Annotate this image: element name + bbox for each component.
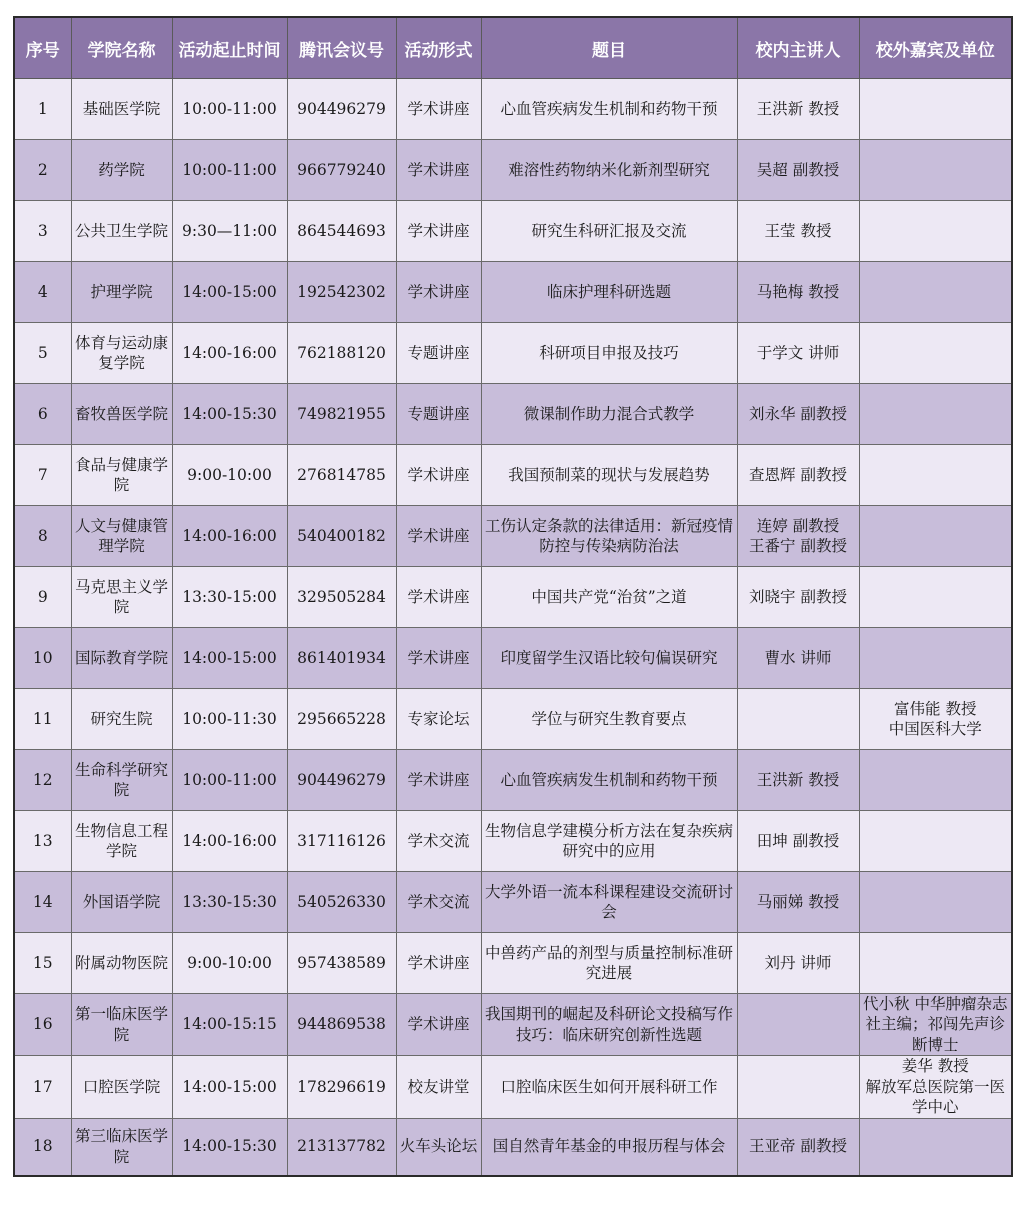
cell-guest — [859, 811, 1012, 872]
cell-index: 8 — [14, 506, 71, 567]
cell-college: 第一临床医学院 — [71, 994, 172, 1056]
cell-time: 14:00-15:30 — [172, 384, 287, 445]
cell-guest — [859, 628, 1012, 689]
cell-index: 7 — [14, 445, 71, 506]
cell-index: 14 — [14, 872, 71, 933]
cell-meeting-id: 966779240 — [287, 140, 396, 201]
cell-speaker: 吴超 副教授 — [737, 140, 859, 201]
cell-format: 校友讲堂 — [396, 1056, 481, 1118]
cell-topic: 国自然青年基金的申报历程与体会 — [481, 1118, 737, 1176]
cell-time: 13:30-15:00 — [172, 567, 287, 628]
cell-topic: 中兽药产品的剂型与质量控制标准研究进展 — [481, 933, 737, 994]
cell-topic: 印度留学生汉语比较句偏误研究 — [481, 628, 737, 689]
cell-index: 1 — [14, 79, 71, 140]
cell-college: 马克思主义学院 — [71, 567, 172, 628]
cell-meeting-id: 762188120 — [287, 323, 396, 384]
cell-speaker: 王洪新 教授 — [737, 750, 859, 811]
cell-guest: 代小秋 中华肿瘤杂志社主编；祁闯先声诊断博士 — [859, 994, 1012, 1056]
cell-format: 学术讲座 — [396, 506, 481, 567]
cell-guest — [859, 933, 1012, 994]
table-row — [14, 262, 1012, 323]
table-row — [14, 384, 1012, 445]
cell-index: 11 — [14, 689, 71, 750]
cell-college: 基础医学院 — [71, 79, 172, 140]
table-row — [14, 1118, 1012, 1176]
cell-time: 9:00-10:00 — [172, 445, 287, 506]
table-row — [14, 445, 1012, 506]
cell-college: 公共卫生学院 — [71, 201, 172, 262]
cell-college: 国际教育学院 — [71, 628, 172, 689]
table-row — [14, 750, 1012, 811]
cell-topic: 微课制作助力混合式教学 — [481, 384, 737, 445]
cell-time: 9:30—11:00 — [172, 201, 287, 262]
cell-topic: 中国共产党“治贫”之道 — [481, 567, 737, 628]
cell-meeting-id: 329505284 — [287, 567, 396, 628]
cell-speaker: 查恩辉 副教授 — [737, 445, 859, 506]
cell-speaker: 王洪新 教授 — [737, 79, 859, 140]
cell-guest — [859, 1118, 1012, 1176]
cell-meeting-id: 861401934 — [287, 628, 396, 689]
cell-index: 4 — [14, 262, 71, 323]
cell-topic: 研究生科研汇报及交流 — [481, 201, 737, 262]
cell-college: 食品与健康学院 — [71, 445, 172, 506]
header-format: 活动形式 — [396, 17, 481, 79]
cell-guest — [859, 384, 1012, 445]
cell-college: 第三临床医学院 — [71, 1118, 172, 1176]
table-row — [14, 567, 1012, 628]
cell-format: 学术讲座 — [396, 140, 481, 201]
cell-time: 10:00-11:00 — [172, 79, 287, 140]
cell-topic: 口腔临床医生如何开展科研工作 — [481, 1056, 737, 1118]
cell-format: 专题讲座 — [396, 384, 481, 445]
cell-format: 火车头论坛 — [396, 1118, 481, 1176]
cell-topic: 大学外语一流本科课程建设交流研讨会 — [481, 872, 737, 933]
cell-topic: 临床护理科研选题 — [481, 262, 737, 323]
cell-time: 14:00-15:00 — [172, 628, 287, 689]
cell-topic: 工伤认定条款的法律适用：新冠疫情防控与传染病防治法 — [481, 506, 737, 567]
header-topic: 题目 — [481, 17, 737, 79]
cell-index: 6 — [14, 384, 71, 445]
cell-meeting-id: 904496279 — [287, 750, 396, 811]
table-row — [14, 140, 1012, 201]
cell-speaker — [737, 689, 859, 750]
cell-guest — [859, 445, 1012, 506]
cell-meeting-id: 540526330 — [287, 872, 396, 933]
table-row — [14, 201, 1012, 262]
cell-time: 14:00-16:00 — [172, 506, 287, 567]
cell-guest — [859, 567, 1012, 628]
cell-index: 9 — [14, 567, 71, 628]
cell-topic: 我国期刊的崛起及科研论文投稿写作技巧：临床研究创新性选题 — [481, 994, 737, 1056]
cell-guest — [859, 140, 1012, 201]
cell-meeting-id: 944869538 — [287, 994, 396, 1056]
cell-format: 专家论坛 — [396, 689, 481, 750]
cell-guest — [859, 506, 1012, 567]
cell-index: 17 — [14, 1056, 71, 1118]
cell-meeting-id: 317116126 — [287, 811, 396, 872]
cell-time: 14:00-15:15 — [172, 994, 287, 1056]
cell-college: 体育与运动康复学院 — [71, 323, 172, 384]
table-row — [14, 506, 1012, 567]
cell-index: 2 — [14, 140, 71, 201]
cell-time: 14:00-15:30 — [172, 1118, 287, 1176]
table-row — [14, 994, 1012, 1056]
header-guest: 校外嘉宾及单位 — [859, 17, 1012, 79]
cell-index: 16 — [14, 994, 71, 1056]
cell-time: 14:00-16:00 — [172, 811, 287, 872]
cell-speaker — [737, 994, 859, 1056]
cell-meeting-id: 295665228 — [287, 689, 396, 750]
cell-format: 学术讲座 — [396, 933, 481, 994]
table-row — [14, 811, 1012, 872]
cell-guest — [859, 750, 1012, 811]
cell-speaker: 刘永华 副教授 — [737, 384, 859, 445]
cell-time: 14:00-15:00 — [172, 262, 287, 323]
header-row — [14, 17, 1012, 79]
cell-time: 10:00-11:00 — [172, 140, 287, 201]
cell-college: 生物信息工程学院 — [71, 811, 172, 872]
cell-guest: 姜华 教授 解放军总医院第一医学中心 — [859, 1056, 1012, 1118]
cell-college: 外国语学院 — [71, 872, 172, 933]
cell-topic: 心血管疾病发生机制和药物干预 — [481, 750, 737, 811]
cell-guest — [859, 262, 1012, 323]
cell-index: 15 — [14, 933, 71, 994]
cell-topic: 科研项目申报及技巧 — [481, 323, 737, 384]
header-index: 序号 — [14, 17, 71, 79]
cell-college: 畜牧兽医学院 — [71, 384, 172, 445]
cell-index: 3 — [14, 201, 71, 262]
header-time: 活动起止时间 — [172, 17, 287, 79]
header-meeting-id: 腾讯会议号 — [287, 17, 396, 79]
cell-guest — [859, 201, 1012, 262]
cell-meeting-id: 864544693 — [287, 201, 396, 262]
cell-index: 10 — [14, 628, 71, 689]
cell-format: 学术讲座 — [396, 750, 481, 811]
cell-college: 药学院 — [71, 140, 172, 201]
table-row — [14, 872, 1012, 933]
cell-speaker — [737, 1056, 859, 1118]
cell-speaker: 马艳梅 教授 — [737, 262, 859, 323]
cell-meeting-id: 213137782 — [287, 1118, 396, 1176]
cell-speaker: 于学文 讲师 — [737, 323, 859, 384]
cell-speaker: 马丽娣 教授 — [737, 872, 859, 933]
cell-index: 13 — [14, 811, 71, 872]
cell-meeting-id: 178296619 — [287, 1056, 396, 1118]
cell-topic: 学位与研究生教育要点 — [481, 689, 737, 750]
cell-guest — [859, 79, 1012, 140]
cell-meeting-id: 192542302 — [287, 262, 396, 323]
cell-speaker: 连婷 副教授 王番宁 副教授 — [737, 506, 859, 567]
cell-topic: 难溶性药物纳米化新剂型研究 — [481, 140, 737, 201]
cell-format: 专题讲座 — [396, 323, 481, 384]
cell-college: 生命科学研究院 — [71, 750, 172, 811]
cell-speaker: 王莹 教授 — [737, 201, 859, 262]
cell-speaker: 田坤 副教授 — [737, 811, 859, 872]
cell-time: 13:30-15:30 — [172, 872, 287, 933]
table-row — [14, 79, 1012, 140]
cell-time: 10:00-11:30 — [172, 689, 287, 750]
cell-college: 口腔医学院 — [71, 1056, 172, 1118]
cell-topic: 心血管疾病发生机制和药物干预 — [481, 79, 737, 140]
table-row — [14, 628, 1012, 689]
cell-meeting-id: 957438589 — [287, 933, 396, 994]
cell-index: 5 — [14, 323, 71, 384]
cell-time: 9:00-10:00 — [172, 933, 287, 994]
cell-time: 10:00-11:00 — [172, 750, 287, 811]
table-row — [14, 1056, 1012, 1118]
cell-time: 14:00-16:00 — [172, 323, 287, 384]
cell-speaker: 王亚帝 副教授 — [737, 1118, 859, 1176]
cell-topic: 生物信息学建模分析方法在复杂疾病研究中的应用 — [481, 811, 737, 872]
header-speaker: 校内主讲人 — [737, 17, 859, 79]
table-row — [14, 689, 1012, 750]
cell-format: 学术讲座 — [396, 445, 481, 506]
cell-college: 研究生院 — [71, 689, 172, 750]
cell-speaker: 刘晓宇 副教授 — [737, 567, 859, 628]
cell-format: 学术讲座 — [396, 79, 481, 140]
cell-guest — [859, 323, 1012, 384]
cell-meeting-id: 749821955 — [287, 384, 396, 445]
cell-index: 12 — [14, 750, 71, 811]
header-college: 学院名称 — [71, 17, 172, 79]
cell-format: 学术讲座 — [396, 994, 481, 1056]
cell-format: 学术讲座 — [396, 262, 481, 323]
cell-college: 人文与健康管理学院 — [71, 506, 172, 567]
schedule-table — [13, 16, 1013, 1177]
cell-college: 附属动物医院 — [71, 933, 172, 994]
cell-format: 学术交流 — [396, 811, 481, 872]
cell-topic: 我国预制菜的现状与发展趋势 — [481, 445, 737, 506]
cell-meeting-id: 904496279 — [287, 79, 396, 140]
cell-speaker: 刘丹 讲师 — [737, 933, 859, 994]
cell-time: 14:00-15:00 — [172, 1056, 287, 1118]
cell-speaker: 曹水 讲师 — [737, 628, 859, 689]
cell-meeting-id: 276814785 — [287, 445, 396, 506]
table-row — [14, 933, 1012, 994]
cell-format: 学术讲座 — [396, 628, 481, 689]
cell-meeting-id: 540400182 — [287, 506, 396, 567]
cell-guest: 富伟能 教授 中国医科大学 — [859, 689, 1012, 750]
cell-index: 18 — [14, 1118, 71, 1176]
cell-college: 护理学院 — [71, 262, 172, 323]
table-row — [14, 323, 1012, 384]
cell-format: 学术讲座 — [396, 201, 481, 262]
cell-format: 学术讲座 — [396, 567, 481, 628]
cell-guest — [859, 872, 1012, 933]
cell-format: 学术交流 — [396, 872, 481, 933]
